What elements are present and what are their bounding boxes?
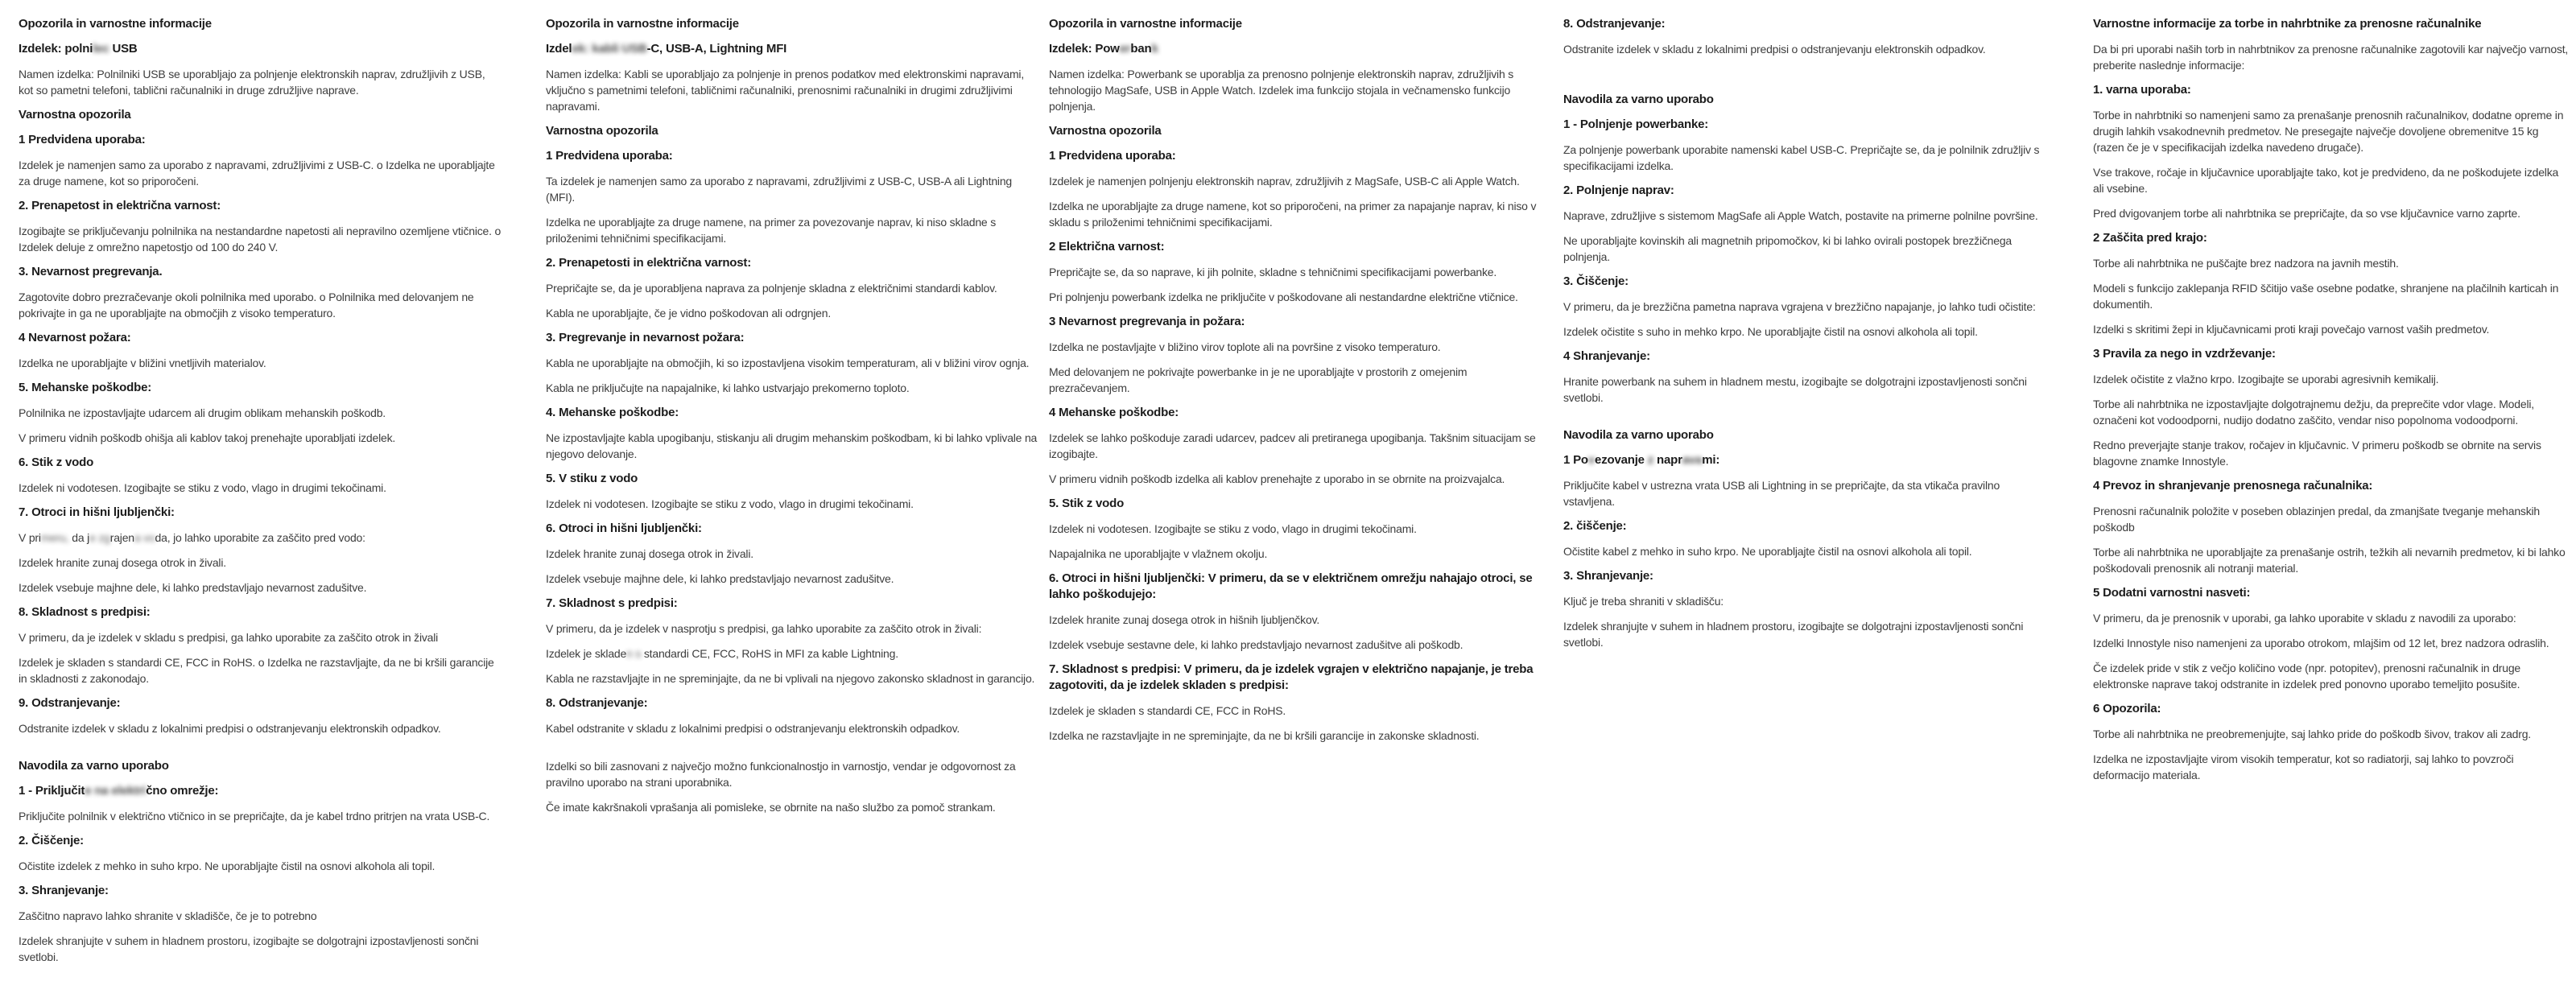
- section-heading: 6 Opozorila:: [2093, 702, 2161, 715]
- section-heading: Navodila za varno uporabo: [1563, 428, 1714, 442]
- section-heading: 4 Prevoz in shranjevanje prenosnega računalnika:: [2093, 479, 2373, 493]
- paragraph: [546, 645, 1038, 662]
- paragraph: Hranite powerbank na suhem in hladnem mestu, izogibajte se dolgotrajni izpostavljenosti sončni svetlobi.: [1563, 375, 2027, 404]
- paragraph: Kabla ne uporabljajte na območjih, ki so izpostavljena visokim temperaturam, ali v bližini virov ognja.: [546, 357, 1030, 369]
- section-heading: Navodila za varno uporabo: [1563, 93, 1714, 106]
- paragraph: Izdelka ne postavljajte v bližino virov toplote ali na površine z visoko temperaturo.: [1049, 340, 1441, 353]
- text-segment: standardi CE, FCC, RoHS in MFI za kable Lightning.: [641, 647, 898, 660]
- section-heading: 2. čiščenje:: [1563, 519, 1627, 533]
- section-heading: 2 Električna varnost:: [1049, 240, 1165, 254]
- text-column: [2093, 16, 2570, 792]
- spacer: [546, 745, 1038, 758]
- paragraph: Izdelek shranjujte v suhem in hladnem prostoru, izogibajte se dolgotrajni izpostavljenosti sončni svetlobi.: [1563, 620, 2024, 649]
- paragraph: Torbe ali nahrbtnika ne izpostavljajte dolgotrajnemu dežju, da preprečite vdor vlage. Modeli, označeni kot vodoodporni, nudijo dodatno zaščito, vendar niso popolnoma vodoodporni.: [2093, 398, 2534, 427]
- section-heading: 8. Odstranjevanje:: [1563, 17, 1666, 31]
- section-heading: Varnostna opozorila: [1049, 124, 1162, 138]
- section-heading: 1 Predvidena uporaba:: [19, 133, 146, 146]
- text-segment: Izdelek: polni: [19, 42, 93, 56]
- section-heading: 1 Predvidena uporaba:: [1049, 149, 1176, 163]
- redacted-text: ava: [1682, 453, 1703, 467]
- paragraph: Kabla ne priključujte na napajalnike, ki lahko ustvarjajo prekomerno toploto.: [546, 381, 910, 394]
- paragraph: Prepričajte se, da je uporabljena naprava za polnjenje skladna z električnimi standardi kablov.: [546, 282, 997, 295]
- redacted-text: v: [1587, 453, 1596, 467]
- paragraph: Prepričajte se, da so naprave, ki jih polnite, skladne s tehničnimi specifikacijami powerbanke.: [1049, 266, 1497, 278]
- paragraph: Izdelek ni vodotesen. Izogibajte se stiku z vodo, vlago in drugimi tekočinami.: [546, 497, 914, 510]
- paragraph: Kabel odstranite v skladu z lokalnimi predpisi o odstranjevanju elektronskih odpadkov.: [546, 722, 960, 735]
- text-segment: napr: [1653, 453, 1682, 467]
- paragraph: Izdelek vsebuje majhne dele, ki lahko predstavljajo nevarnost zadušitve.: [19, 581, 367, 594]
- section-heading: 4. Mehanske poškodbe:: [546, 406, 679, 419]
- section-heading: Opozorila in varnostne informacije: [19, 17, 212, 31]
- paragraph: Namen izdelka: Polnilniki USB se uporabljajo za polnjenje elektronskih naprav, združljivih z USB, kot so pametni telefoni, tablični računalniki in druge združljive naprave.: [19, 68, 485, 97]
- paragraph: Izdelek ni vodotesen. Izogibajte se stiku z vodo, vlago in drugimi tekočinami.: [19, 481, 386, 494]
- section-heading: Opozorila in varnostne informacije: [1049, 17, 1242, 31]
- paragraph: Izdelek je skladen s standardi CE, FCC in RoHS. o Izdelka ne razstavljajte, da ne bi kršili garancije in skladnosti z zakonodajo.: [19, 656, 494, 685]
- paragraph: Torbe in nahrbtniki so namenjeni samo za prenašanje prenosnih računalnikov, dodatne opreme in drugih lahkih vsakodnevnih predmetov. Ne presegajte največje dovoljene obremenitve 15 kg (razen če je v specifikacijah izdelka navedeno drugače).: [2093, 109, 2564, 154]
- paragraph: Prenosni računalnik položite v poseben oblazinjen predal, da zmanjšate tveganje mehanskih poškodb: [2093, 505, 2541, 534]
- paragraph: Izdelek shranjujte v suhem in hladnem prostoru, izogibajte se dolgotrajni izpostavljenosti sončni svetlobi.: [19, 934, 479, 963]
- section-heading: 3. Čiščenje:: [1563, 274, 1629, 288]
- section-heading: 3. Shranjevanje:: [1563, 569, 1653, 583]
- redacted-text: z: [1647, 453, 1654, 467]
- section-heading: 3. Nevarnost pregrevanja.: [19, 265, 163, 278]
- section-heading: Varnostna opozorila: [546, 124, 658, 138]
- paragraph: Izdelek ni vodotesen. Izogibajte se stiku z vodo, vlago in drugimi tekočinami.: [1049, 522, 1417, 535]
- text-column: [1563, 16, 2052, 659]
- section-heading: 3 Pravila za nego in vzdrževanje:: [2093, 347, 2276, 361]
- section-heading: 2. Čiščenje:: [19, 834, 84, 847]
- section-heading: [546, 41, 1038, 57]
- paragraph: Izdelek hranite zunaj dosega otrok in živali.: [19, 556, 226, 569]
- paragraph: Zaščitno napravo lahko shranite v skladišče, če je to potrebno: [19, 909, 317, 922]
- section-heading: 3 Nevarnost pregrevanja in požara:: [1049, 315, 1245, 328]
- paragraph: Če izdelek pride v stik z večjo količino vode (npr. potopitev), prenosni računalnik in druge elektronske naprave takoj odstranite in izdelek pred ponovno uporabo temeljito posušite.: [2093, 662, 2520, 691]
- redacted-text: e zg: [89, 531, 110, 544]
- paragraph: V primeru, da je izdelek v nasprotju s predpisi, ga lahko uporabite za zaščito otrok in živali:: [546, 622, 982, 635]
- redacted-text: a vo: [134, 531, 155, 544]
- text-column: [19, 16, 502, 974]
- text-column: [546, 16, 1038, 824]
- text-segment: ban: [1130, 42, 1152, 56]
- paragraph: Očistite kabel z mehko in suho krpo. Ne uporabljajte čistil na osnovi alkohola ali topil.: [1563, 545, 1972, 558]
- text-segment: Izdelek: Pow: [1049, 42, 1120, 56]
- paragraph: Pred dvigovanjem torbe ali nahrbtnika se prepričajte, da so vse ključavnice varno zaprte.: [2093, 207, 2520, 220]
- paragraph: Namen izdelka: Kabli se uporabljajo za polnjenje in prenos podatkov med elektronskimi napravami, vključno s pametnimi telefoni, tabličnimi računalniki, prenosnimi računalniki in drugimi združljivimi napravami.: [546, 68, 1025, 113]
- paragraph: Izdelki so bili zasnovani z največjo možno funkcionalnostjo in varnostjo, vendar je odgovornost za pravilno uporabo na strani uporabnika.: [546, 760, 1016, 789]
- text-segment: ezovanje: [1595, 453, 1648, 467]
- text-segment: mi:: [1702, 453, 1720, 467]
- section-heading: Varnostne informacije za torbe in nahrbtnike za prenosne računalnike: [2093, 17, 2482, 31]
- paragraph: Priključite polnilnik v električno vtičnico in se prepričajte, da je kabel trdno pritrjen na vrata USB-C.: [19, 810, 490, 823]
- section-heading: 7. Skladnost s predpisi: V primeru, da je izdelek vgrajen v električno napajanje, je treba zagotoviti, da je izdelek skladen s predpisi:: [1049, 662, 1534, 692]
- paragraph: Ne uporabljajte kovinskih ali magnetnih pripomočkov, ki bi lahko ovirali postopek brezžičnega polnjenja.: [1563, 234, 2012, 263]
- section-heading: Navodila za varno uporabo: [19, 759, 169, 773]
- section-heading: Opozorila in varnostne informacije: [546, 17, 739, 31]
- paragraph: Torbe ali nahrbtnika ne uporabljajte za prenašanje ostrih, težkih ali nevarnih predmetov, ki bi lahko poškodovali prenosnik ali notranji material.: [2093, 546, 2566, 575]
- section-heading: [1563, 452, 2052, 468]
- text-segment: da, jo lahko uporabite za zaščito pred vodo:: [155, 531, 365, 544]
- redacted-text: meru,: [40, 531, 69, 544]
- text-segment: V pri: [19, 531, 41, 544]
- section-heading: 6. Otroci in hišni ljubljenčki:: [546, 522, 702, 535]
- section-heading: Varnostna opozorila: [19, 108, 131, 122]
- section-heading: 7. Otroci in hišni ljubljenčki:: [19, 505, 175, 519]
- paragraph: V primeru, da je prenosnik v uporabi, ga lahko uporabite v skladu z navodili za uporabo:: [2093, 612, 2516, 625]
- paragraph: Izdelka ne uporabljajte za druge namene, na primer za povezovanje naprav, ki niso skladne s priloženimi tehničnimi specifikacijami.: [546, 216, 996, 245]
- section-heading: 2 Zaščita pred krajo:: [2093, 231, 2207, 245]
- paragraph: Odstranite izdelek v skladu z lokalnimi predpisi o odstranjevanju elektronskih odpadkov.: [1563, 43, 1986, 56]
- paragraph: V primeru, da je izdelek v skladu s predpisi, ga lahko uporabite za zaščito otrok in živali: [19, 631, 439, 644]
- section-heading: 2. Prenapetost in električna varnost:: [19, 199, 221, 212]
- paragraph: Izdelek očistite z vlažno krpo. Izogibajte se uporabi agresivnih kemikalij.: [2093, 373, 2439, 385]
- paragraph: Ta izdelek je namenjen samo za uporabo z napravami, združljivimi z USB-C, USB-A ali Lightning (MFI).: [546, 175, 1013, 204]
- section-heading: 9. Odstranjevanje:: [19, 696, 121, 710]
- paragraph: Pri polnjenju powerbank izdelka ne priključite v poškodovane ali nestandardne električne vtičnice.: [1049, 291, 1518, 303]
- paragraph: Torbe ali nahrbtnika ne puščajte brez nadzora na javnih mestih.: [2093, 257, 2399, 270]
- paragraph: Izdelka ne uporabljajte za druge namene, kot so priporočeni, na primer za napajanje naprav, ki niso v skladu s priloženimi tehničnimi specifikacijami.: [1049, 200, 1537, 229]
- paragraph: V primeru vidnih poškodb ohišja ali kablov takoj prenehajte uporabljati izdelek.: [19, 431, 396, 444]
- section-heading: 8. Odstranjevanje:: [546, 696, 648, 710]
- text-segment: čno omrežje:: [146, 784, 219, 798]
- text-segment: 1 Po: [1563, 453, 1588, 467]
- paragraph: Napajalnika ne uporabljajte v vlažnem okolju.: [1049, 547, 1268, 560]
- paragraph: Zagotovite dobro prezračevanje okoli polnilnika med uporabo. o Polnilnika med delovanjem ne pokrivajte in ga ne uporabljajte na območjih z visoko temperaturo.: [19, 291, 474, 320]
- paragraph: Če imate kakršnakoli vprašanja ali pomisleke, se obrnite na našo službo za pomoč strankam.: [546, 801, 996, 814]
- section-heading: [19, 783, 502, 799]
- paragraph: Izdelka ne uporabljajte v bližini vnetljivih materialov.: [19, 357, 266, 369]
- redacted-text: lec: [93, 42, 109, 56]
- paragraph: Modeli s funkcijo zaklepanja RFID ščitijo vaše osebne podatke, shranjene na plačilnih karticah in dokumentih.: [2093, 282, 2559, 311]
- paragraph: Izdelka ne izpostavljajte virom visokih temperatur, kot so radiatorji, saj lahko to povzroči deformacijo materiala.: [2093, 752, 2514, 781]
- text-segment: rajen: [109, 531, 134, 544]
- paragraph: Redno preverjajte stanje trakov, ročajev in ključavnic. V primeru poškodb se obrnite na servis blagovne znamke Innostyle.: [2093, 439, 2541, 468]
- section-heading: 5. Mehanske poškodbe:: [19, 381, 152, 394]
- paragraph: Izdelki s skritimi žepi in ključavnicami proti kraji povečajo varnost vaših predmetov.: [2093, 323, 2490, 336]
- paragraph: Izdelek se lahko poškoduje zaradi udarcev, padcev ali pretiranega upogibanja. Takšnim situacijam se izogibajte.: [1049, 431, 1536, 460]
- section-heading: 1. varna uporaba:: [2093, 83, 2191, 97]
- paragraph: Izdelek vsebuje sestavne dele, ki lahko predstavljajo nevarnost zadušitve ali poškodb.: [1049, 638, 1463, 651]
- section-heading: 8. Skladnost s predpisi:: [19, 605, 151, 619]
- paragraph: Kabla ne razstavljajte in ne spreminjajte, da ne bi vplivali na njegovo zakonsko skladnost in garancijo.: [546, 672, 1035, 685]
- spacer: [1563, 66, 2052, 92]
- paragraph: Izdelek hranite zunaj dosega otrok in hišnih ljubljenčkov.: [1049, 613, 1320, 626]
- section-heading: 6. Otroci in hišni ljubljenčki: V primeru, da se v električnem omrežju nahajajo otroci, se lahko poškodujejo:: [1049, 571, 1533, 601]
- spacer: [19, 745, 502, 758]
- section-heading: 5. Stik z vodo: [1049, 497, 1125, 510]
- paragraph: Torbe ali nahrbtnika ne preobremenjujte, saj lahko pride do poškodb šivov, trakov ali zadrg.: [2093, 728, 2531, 740]
- text-segment: USB: [109, 42, 138, 56]
- section-heading: 4 Nevarnost požara:: [19, 331, 131, 344]
- paragraph: Namen izdelka: Powerbank se uporablja za prenosno polnjenje elektronskih naprav, združljivih s tehnologijo MagSafe, USB in Apple Watch. Izdelek ima funkcijo stojala in večnamensko funkcijo polnjenja.: [1049, 68, 1514, 113]
- paragraph: Da bi pri uporabi naših torb in nahrbtnikov za prenosne računalnike zagotovili kar največjo varnost, preberite naslednje informacije:: [2093, 43, 2569, 72]
- paragraph: V primeru vidnih poškodb izdelka ali kablov prenehajte z uporabo in se obrnite na proizvajalca.: [1049, 472, 1505, 485]
- redacted-text: e na elektri: [85, 784, 147, 798]
- section-heading: 1 Predvidena uporaba:: [546, 149, 673, 163]
- paragraph: Izdelek je skladen s standardi CE, FCC in RoHS.: [1049, 704, 1286, 717]
- paragraph: Izdelek je namenjen samo za uporabo z napravami, združljivimi z USB-C. o Izdelka ne uporabljajte za druge namene, kot so priporočeni.: [19, 159, 495, 188]
- section-heading: 3. Shranjevanje:: [19, 884, 109, 897]
- paragraph: V primeru, da je brezžična pametna naprava vgrajena v brezžično napajanje, jo lahko tudi očistite:: [1563, 300, 2036, 313]
- paragraph: Naprave, združljive s sistemom MagSafe ali Apple Watch, postavite na primerne polnilne površine.: [1563, 209, 2038, 222]
- paragraph: Izdelka ne razstavljajte in ne spreminjajte, da ne bi kršili garancije in zakonske skladnosti.: [1049, 729, 1480, 742]
- paragraph: Izdelki Innostyle niso namenjeni za uporabo otrokom, mlajšim od 12 let, brez nadzora odraslih.: [2093, 637, 2549, 649]
- paragraph: Priključite kabel v ustrezna vrata USB ali Lightning in se prepričajte, da sta vtikača pravilno vstavljena.: [1563, 479, 2000, 508]
- paragraph: Izogibajte se priključevanju polnilnika na nestandardne napetosti ali nepravilno ozemljene vtičnice. o Izdelek deluje z omrežno napetostjo od 100 do 240 V.: [19, 225, 502, 254]
- paragraph: Med delovanjem ne pokrivajte powerbanke in je ne uporabljajte v prostorih z omejenim prezračevanjem.: [1049, 365, 1468, 394]
- section-heading: 3. Pregrevanje in nevarnost požara:: [546, 331, 745, 344]
- paragraph: Polnilnika ne izpostavljajte udarcem ali drugim oblikam mehanskih poškodb.: [19, 406, 386, 419]
- text-segment: 1 - Priključit: [19, 784, 85, 798]
- redacted-text: ek: kabli USB: [572, 42, 647, 56]
- section-heading: [19, 41, 502, 57]
- redacted-text: n s: [626, 647, 642, 660]
- text-segment: Izdelek je sklade: [546, 647, 627, 660]
- paragraph: Izdelek očistite s suho in mehko krpo. Ne uporabljajte čistil na osnovi alkohola ali topil.: [1563, 325, 1978, 338]
- paragraph: Izdelek vsebuje majhne dele, ki lahko predstavljajo nevarnost zadušitve.: [546, 572, 894, 585]
- section-heading: [1049, 41, 1538, 57]
- paragraph: Vse trakove, ročaje in ključavnice uporabljajte tako, kot je predvideno, da ne poškodujete izdelka ali vsebine.: [2093, 166, 2559, 195]
- section-heading: 5. V stiku z vodo: [546, 472, 638, 485]
- section-heading: 4 Shranjevanje:: [1563, 349, 1650, 363]
- text-segment: da j: [68, 531, 90, 544]
- text-column: [1049, 16, 1538, 752]
- section-heading: 2. Polnjenje naprav:: [1563, 183, 1674, 197]
- paragraph: Odstranite izdelek v skladu z lokalnimi predpisi o odstranjevanju elektronskih odpadkov.: [19, 722, 441, 735]
- paragraph: Izdelek hranite zunaj dosega otrok in živali.: [546, 547, 753, 560]
- paragraph: Za polnjenje powerbank uporabite namenski kabel USB-C. Prepričajte se, da je polnilnik združljiv s specifikacijami izdelka.: [1563, 143, 2040, 172]
- spacer: [1563, 414, 2052, 427]
- section-heading: 1 - Polnjenje powerbanke:: [1563, 118, 1709, 131]
- redacted-text: er: [1119, 42, 1131, 56]
- text-segment: -C, USB-A, Lightning MFI: [646, 42, 787, 56]
- paragraph: Ne izpostavljajte kabla upogibanju, stiskanju ali drugim mehanskim poškodbam, ki bi lahko vplivale na njegovo delovanje.: [546, 431, 1038, 460]
- paragraph: [19, 530, 502, 546]
- paragraph: Ključ je treba shraniti v skladišču:: [1563, 595, 1724, 608]
- redacted-text: k: [1151, 42, 1158, 56]
- paragraph: Kabla ne uporabljajte, če je vidno poškodovan ali odrgnjen.: [546, 307, 832, 320]
- text-segment: Izdel: [546, 42, 572, 56]
- section-heading: 6. Stik z vodo: [19, 456, 94, 469]
- section-heading: 5 Dodatni varnostni nasveti:: [2093, 586, 2251, 600]
- section-heading: 2. Prenapetosti in električna varnost:: [546, 256, 751, 270]
- section-heading: 7. Skladnost s predpisi:: [546, 596, 678, 610]
- paragraph: Očistite izdelek z mehko in suho krpo. Ne uporabljajte čistil na osnovi alkohola ali topil.: [19, 860, 436, 872]
- section-heading: 4 Mehanske poškodbe:: [1049, 406, 1179, 419]
- paragraph: Izdelek je namenjen polnjenju elektronskih naprav, združljivih z MagSafe, USB-C ali Apple Watch.: [1049, 175, 1520, 188]
